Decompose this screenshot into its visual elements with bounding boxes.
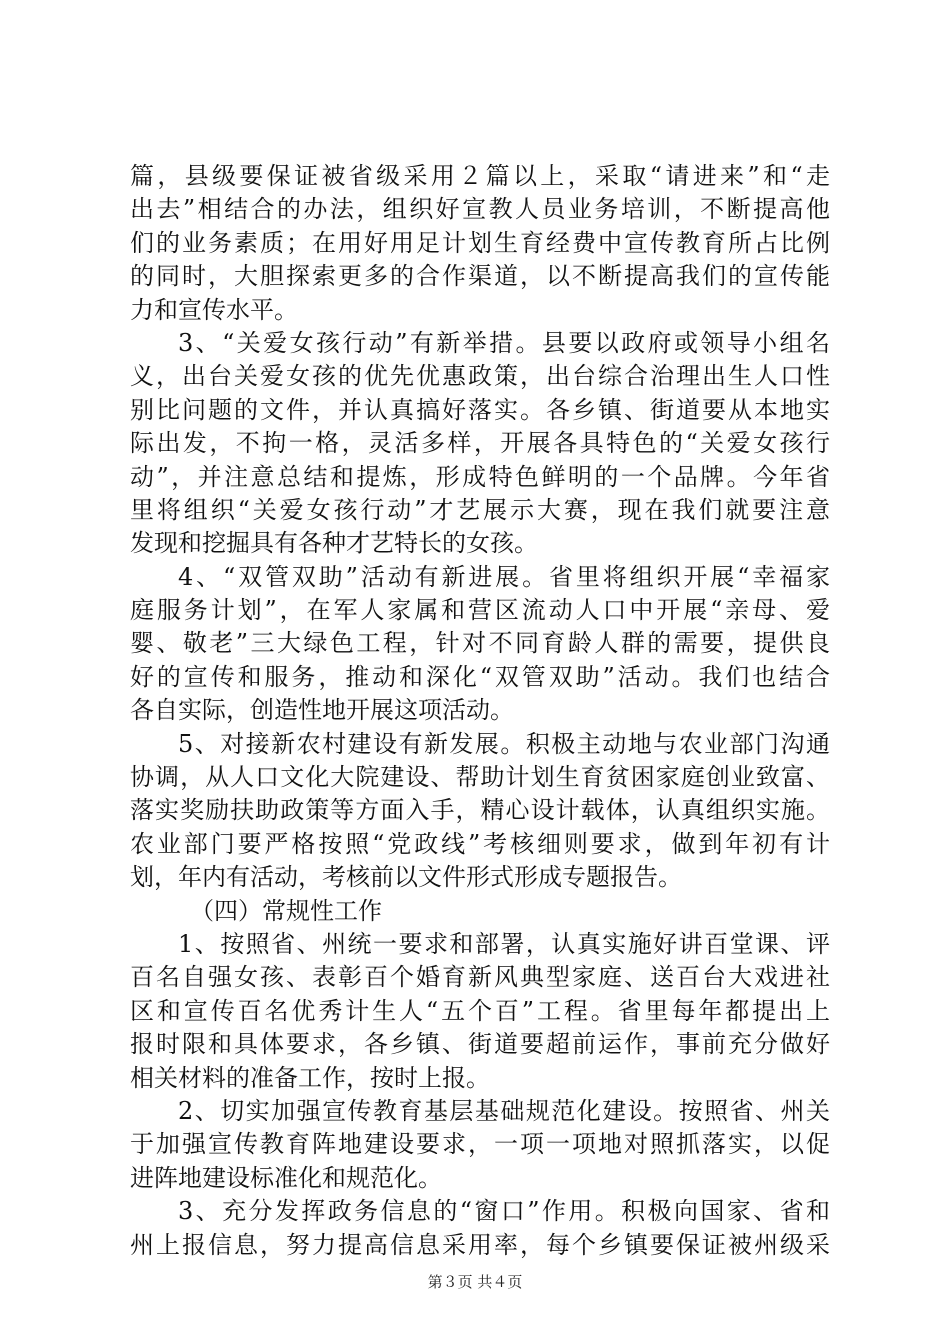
body-text-line: 力和宣传水平。 — [130, 295, 298, 324]
body-text-line: 际出发，不拘一格，灵活多样，开展各具特色的“关爱女孩行 — [130, 429, 830, 458]
body-text-line: 动”，并注意总结和提炼，形成特色鲜明的一个品牌。今年省 — [130, 462, 830, 491]
body-text-line: 州上报信息，努力提高信息采用率，每个乡镇要保证被州级采 — [130, 1230, 830, 1259]
body-text-line: 百名自强女孩、表彰百个婚育新风典型家庭、送百台大戏进社 — [130, 963, 830, 992]
body-text-line: 3、“关爱女孩行动”有新举措。县要以政府或领导小组名 — [178, 328, 830, 357]
body-text-line: 别比问题的文件，并认真搞好落实。各乡镇、街道要从本地实 — [130, 395, 830, 424]
body-text-line: 发现和挖掘具有各种才艺特长的女孩。 — [130, 529, 538, 558]
body-text-line: 5、对接新农村建设有新发展。积极主动地与农业部门沟通 — [178, 729, 830, 758]
body-text-line: 里将组织“关爱女孩行动”才艺展示大赛，现在我们就要注意 — [130, 495, 830, 524]
body-text-line: 划，年内有活动，考核前以文件形式形成专题报告。 — [130, 863, 682, 892]
body-text-line: 各自实际，创造性地开展这项活动。 — [130, 696, 514, 725]
body-text-line: 的同时，大胆探索更多的合作渠道，以不断提高我们的宣传能 — [130, 262, 830, 291]
body-text-line: 3、充分发挥政务信息的“窗口”作用。积极向国家、省和 — [178, 1197, 830, 1226]
body-text-line: 2、切实加强宣传教育基层基础规范化建设。按照省、州关 — [178, 1096, 830, 1125]
body-text-line: 进阵地建设标准化和规范化。 — [130, 1163, 442, 1192]
body-text-line: 们的业务素质；在用好用足计划生育经费中宣传教育所占比例 — [130, 228, 830, 257]
document-body — [130, 160, 830, 1262]
body-text-line: 落实奖励扶助政策等方面入手，精心设计载体，认真组织实施。 — [130, 796, 830, 825]
body-text-line: 4、“双管双助”活动有新进展。省里将组织开展“幸福家 — [178, 562, 830, 591]
body-text-line: 报时限和具体要求，各乡镇、街道要超前运作，事前充分做好 — [130, 1030, 830, 1059]
body-text-line: 婴、敬老”三大绿色工程，针对不同育龄人群的需要，提供良 — [130, 629, 830, 658]
body-text-line: 1、按照省、州统一要求和部署，认真实施好讲百堂课、评 — [178, 929, 830, 958]
body-text-line: 出去”相结合的办法，组织好宣教人员业务培训，不断提高他 — [130, 195, 830, 224]
body-text-line: 区和宣传百名优秀计生人“五个百”工程。省里每年都提出上 — [130, 996, 830, 1025]
page-footer: 第３页 共４页 — [427, 1273, 523, 1291]
body-text-line: 篇，县级要保证被省级采用２篇以上，采取“请进来”和“走 — [130, 162, 830, 190]
body-text-line: 协调，从人口文化大院建设、帮助计划生育贫困家庭创业致富、 — [130, 763, 830, 792]
body-text-line: 于加强宣传教育阵地建设要求，一项一项地对照抓落实，以促 — [130, 1130, 830, 1159]
section-heading: （四）常规性工作 — [190, 896, 382, 925]
body-text-line: 义，出台关爱女孩的优先优惠政策，出台综合治理出生人口性 — [130, 362, 830, 391]
body-text-line: 庭服务计划”，在军人家属和营区流动人口中开展“亲母、爱 — [130, 596, 830, 625]
body-text-line: 农业部门要严格按照“党政线”考核细则要求，做到年初有计 — [130, 829, 830, 858]
body-text-line: 相关材料的准备工作，按时上报。 — [130, 1063, 490, 1092]
body-text-line: 好的宣传和服务，推动和深化“双管双助”活动。我们也结合 — [130, 662, 830, 691]
